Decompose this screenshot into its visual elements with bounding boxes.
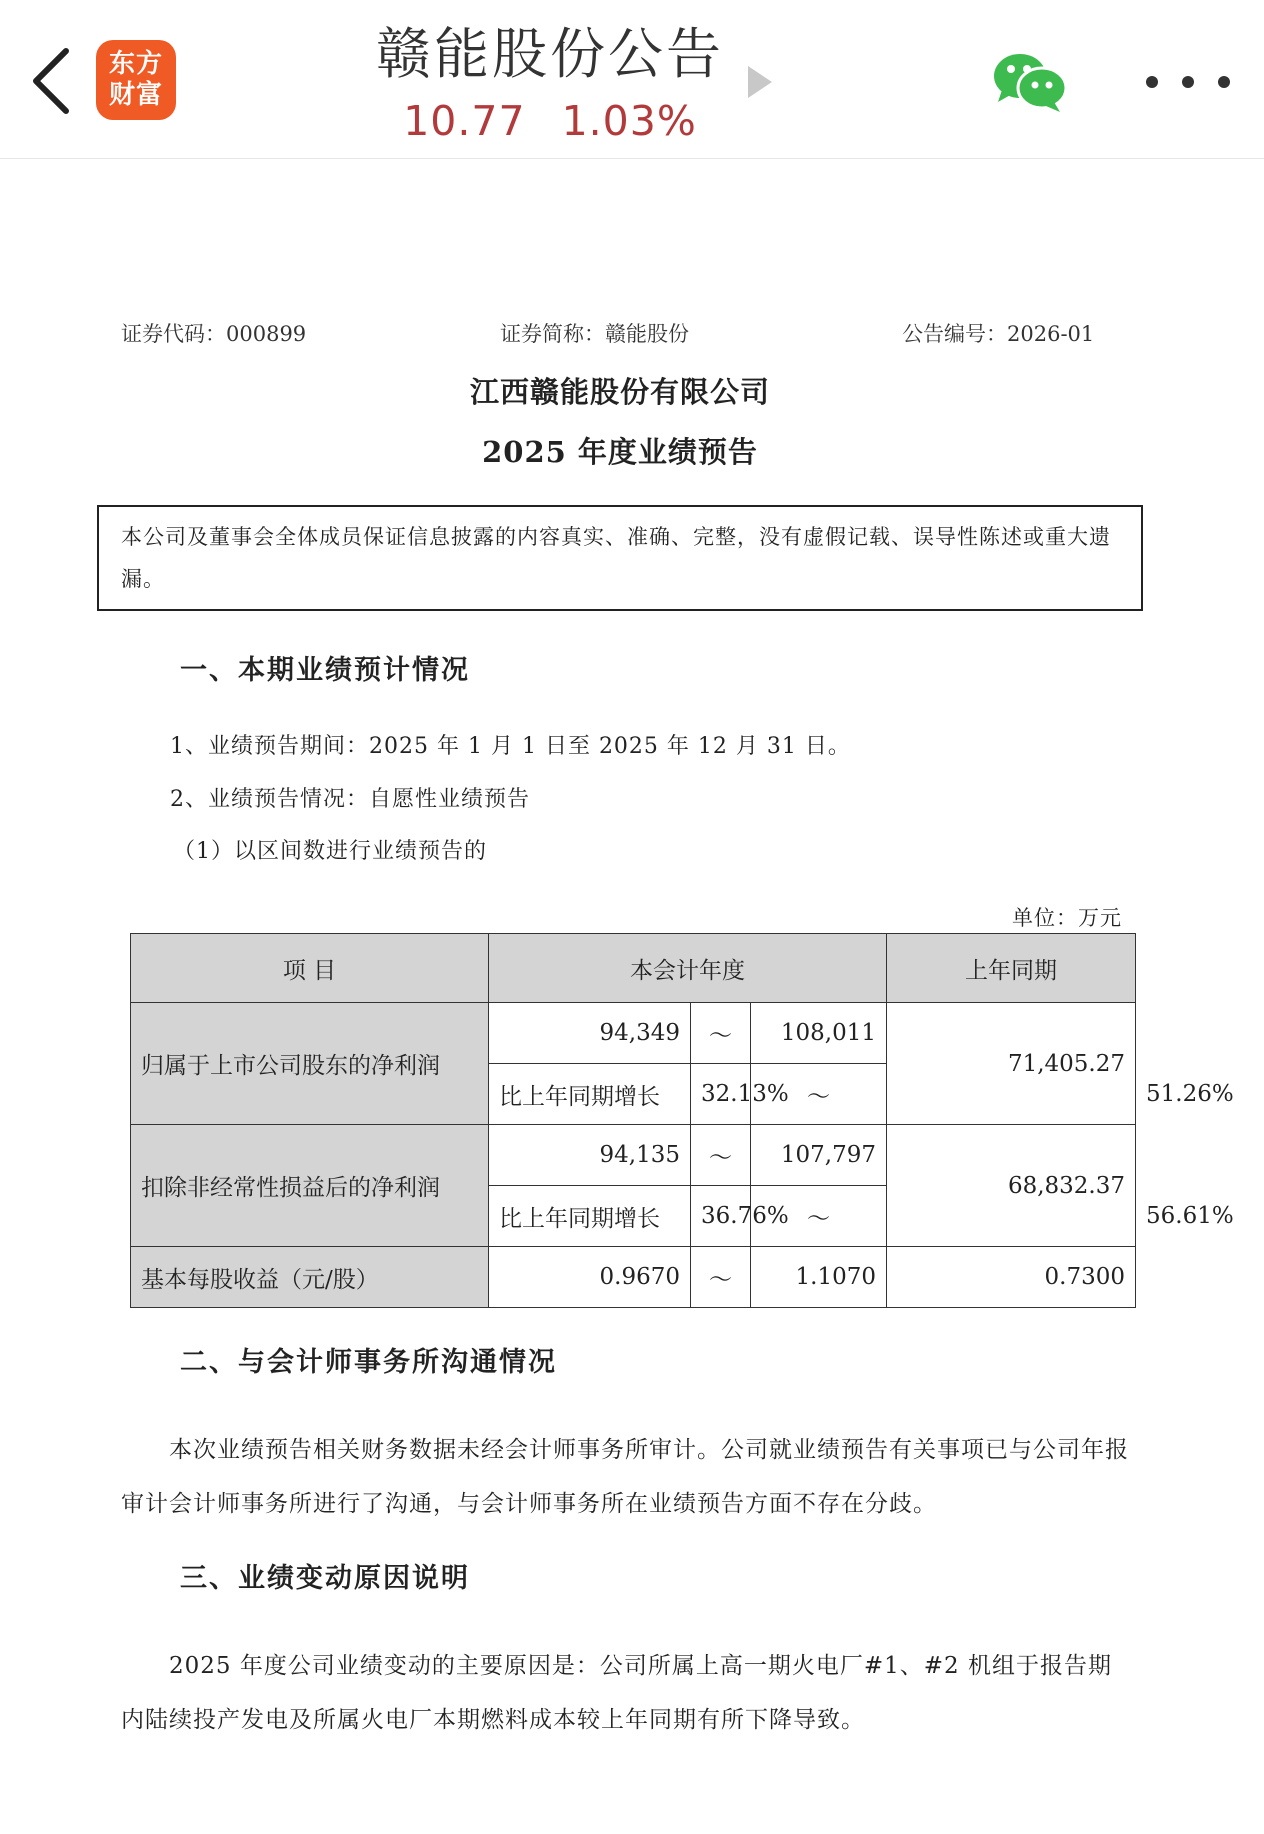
section-2-text: 本次业绩预告相关财务数据未经会计师事务所审计。公司就业绩预告有关事项已与公司年报审计会计师事务所进行了沟通，与会计师事务所在业绩预告方面不存在分歧。 [121, 1437, 1129, 1517]
table-header-row [131, 934, 1136, 1003]
forecast-type: 2、业绩预告情况：自愿性业绩预告 [170, 787, 530, 812]
cell-tilde: ～ [691, 1003, 751, 1064]
title-block [330, 18, 770, 146]
cell-tilde: ～ [691, 1247, 751, 1308]
forecast-table [130, 933, 1234, 1308]
row-label-net-profit: 归属于上市公司股东的净利润 [131, 1003, 489, 1125]
cell-tilde: ～ [751, 1186, 887, 1247]
cell-value-low: 94,349 [489, 1003, 691, 1064]
row-label-adjusted-net-profit: 扣除非经常性损益后的净利润 [131, 1125, 489, 1247]
cell-value-low: 94,135 [489, 1125, 691, 1186]
table-row: 比上年同期增长 36.76% ～ 56.61% [131, 1186, 1136, 1247]
stock-quote [330, 96, 770, 146]
logo-line-1: 东方 [108, 49, 163, 79]
table-row [131, 1003, 1136, 1064]
section-heading-1: 一、本期业绩预计情况 [180, 655, 470, 686]
section-heading-2: 二、与会计师事务所沟通情况 [180, 1347, 557, 1378]
header-item: 项 目 [131, 934, 489, 1003]
cell-value-high: 108,011 [751, 1003, 887, 1064]
table-row: 比上年同期增长 32.13% ～ 51.26% [131, 1064, 1136, 1125]
cell-growth-label: 比上年同期增长 [489, 1064, 691, 1125]
chevron-left-icon [26, 45, 76, 117]
table-row [131, 1125, 1136, 1186]
cell-value-high: 107,797 [751, 1125, 887, 1186]
section-3-text: 2025 年度公司业绩变动的主要原因是：公司所属上高一期火电厂#1、#2 机组于报告期内陆续投产发电及所属火电厂本期燃料成本较上年同期有所下降导致。 [121, 1653, 1112, 1733]
disclaimer-box: 本公司及董事会全体成员保证信息披露的内容真实、准确、完整，没有虚假记载、误导性陈述或重大遗漏。 [97, 505, 1143, 611]
app-logo[interactable] [96, 40, 176, 120]
back-button[interactable] [26, 45, 76, 117]
play-icon[interactable] [745, 64, 775, 100]
header-current-year: 本会计年度 [489, 934, 887, 1003]
section-heading-3: 三、业绩变动原因说明 [180, 1563, 470, 1594]
cell-growth-low: 36.76% [691, 1186, 751, 1247]
cell-growth-low: 32.13% [691, 1064, 751, 1125]
forecast-period: 1、业绩预告期间：2025 年 1 月 1 日至 2025 年 12 月 31 日。 [170, 734, 851, 759]
security-short-name: 证券简称：赣能股份 [500, 322, 689, 346]
cell-value-high: 1.1070 [751, 1247, 887, 1308]
section-2-body [121, 1423, 1131, 1531]
page-title: 赣能股份公告 [375, 22, 724, 86]
stock-price: 10.77 [403, 97, 526, 145]
forecast-range-note: （1）以区间数进行业绩预告的 [173, 839, 487, 864]
cell-growth-label: 比上年同期增长 [489, 1186, 691, 1247]
logo-line-2: 财富 [108, 80, 163, 110]
wechat-share-icon[interactable] [990, 50, 1068, 112]
cell-prior-value: 71,405.27 [887, 1003, 1136, 1125]
notice-number: 公告编号：2026-01 [902, 322, 1095, 346]
table-row [131, 1247, 1136, 1308]
report-title: 2025 年度业绩预告 [482, 435, 758, 469]
company-name: 江西赣能股份有限公司 [469, 375, 770, 409]
cell-tilde: ～ [751, 1064, 887, 1125]
cell-prior-value: 68,832.37 [887, 1125, 1136, 1247]
app-header [0, 0, 1264, 159]
cell-value-low: 0.9670 [489, 1247, 691, 1308]
stock-change-percent: 1.03% [561, 97, 697, 145]
section-3-body [121, 1639, 1131, 1747]
more-options-icon[interactable] [1140, 70, 1236, 94]
header-prior-year: 上年同期 [887, 934, 1136, 1003]
announcement-document [0, 158, 1264, 1834]
row-label-eps: 基本每股收益（元/股） [131, 1247, 489, 1308]
cell-tilde: ～ [691, 1125, 751, 1186]
cell-prior-value: 0.7300 [887, 1247, 1136, 1308]
table-unit: 单位：万元 [1012, 906, 1122, 930]
security-code: 证券代码：000899 [121, 322, 307, 346]
